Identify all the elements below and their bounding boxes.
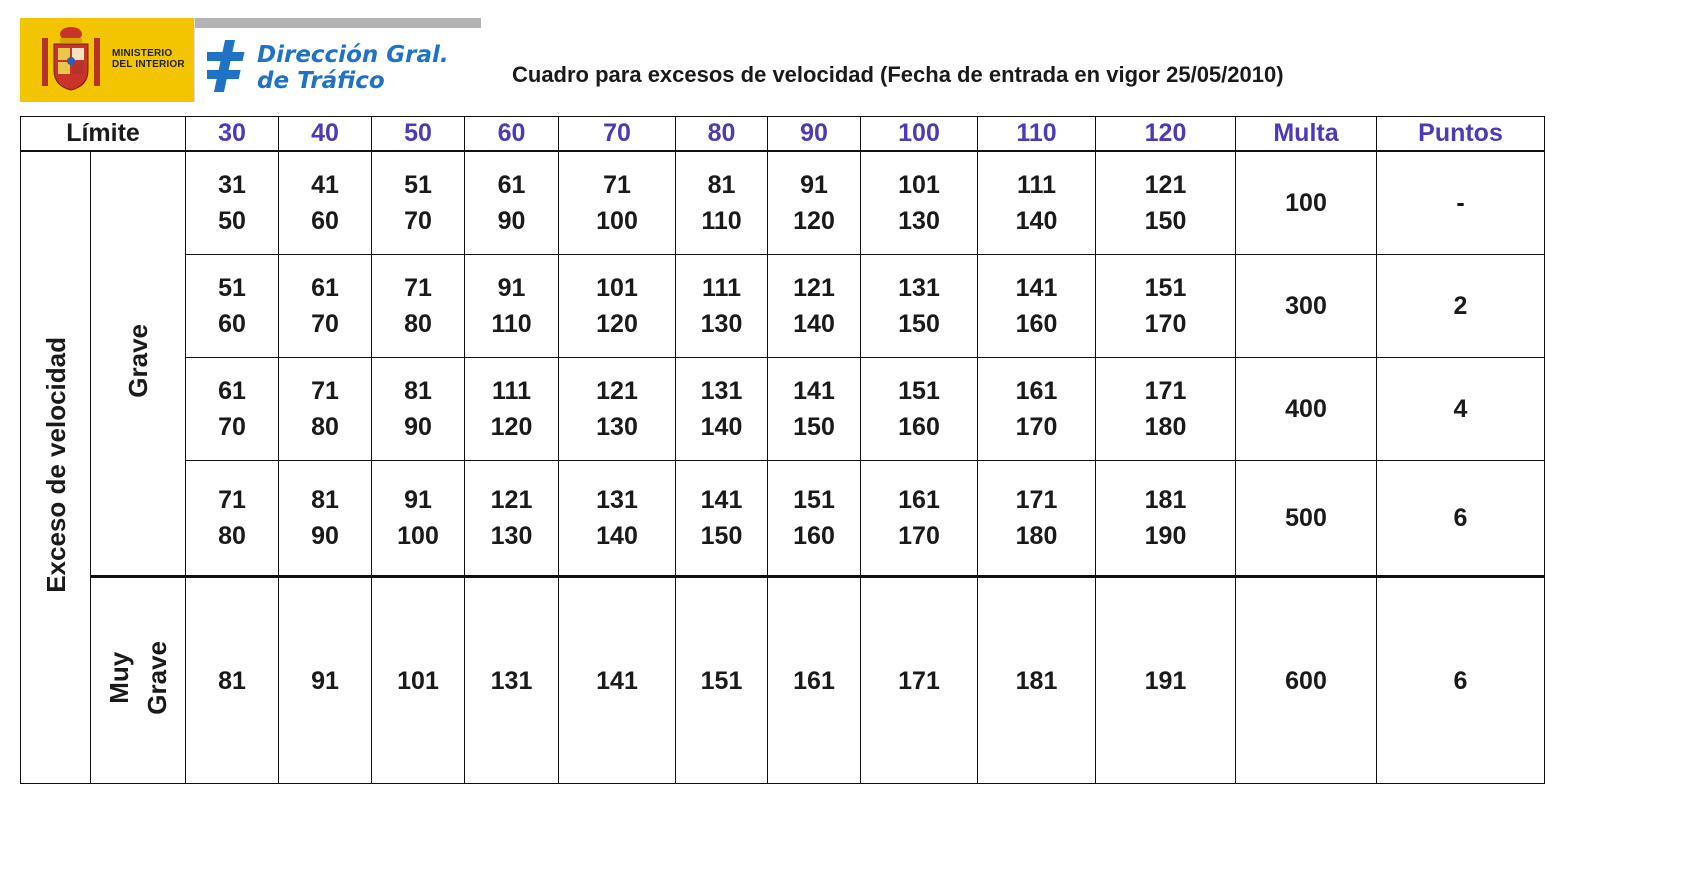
range-from: 61 <box>218 377 246 405</box>
limit-label: Límite <box>21 117 186 152</box>
range-cell <box>279 358 372 461</box>
range-cell <box>465 151 559 255</box>
muy-grave-label <box>100 641 176 715</box>
puntos-cell: 2 <box>1377 255 1545 358</box>
range-cell <box>978 151 1096 255</box>
range-from: 61 <box>311 274 339 302</box>
range-cell <box>978 461 1096 577</box>
muy-grave-line2: Grave <box>142 641 172 715</box>
threshold-cell: 91 <box>279 577 372 784</box>
range-from: 41 <box>311 171 339 199</box>
range-from: 81 <box>311 486 339 514</box>
range-cell <box>676 461 768 577</box>
range-cell <box>768 358 861 461</box>
limit-header: 120 <box>1096 117 1236 152</box>
range-from: 161 <box>1015 377 1058 405</box>
ministerio-logo <box>20 18 194 102</box>
range-to: 110 <box>491 310 532 338</box>
range-from: 91 <box>800 171 828 199</box>
range-to: 100 <box>596 207 638 235</box>
range-cell <box>559 255 676 358</box>
range-cell <box>861 461 978 577</box>
range-cell <box>978 358 1096 461</box>
threshold-cell: 81 <box>186 577 279 784</box>
range-cell <box>186 358 279 461</box>
puntos-cell: 6 <box>1377 461 1545 577</box>
range-to: 150 <box>1144 207 1187 235</box>
threshold-cell: 141 <box>559 577 676 784</box>
limit-header: 60 <box>465 117 559 152</box>
threshold-cell: 101 <box>372 577 465 784</box>
range-to: 50 <box>218 207 246 235</box>
range-from: 141 <box>793 377 835 405</box>
threshold-cell: 151 <box>676 577 768 784</box>
threshold-cell: 161 <box>768 577 861 784</box>
range-cell <box>559 461 676 577</box>
speed-fines-table <box>20 116 1545 784</box>
range-to: 130 <box>700 310 743 338</box>
range-from: 151 <box>898 377 940 405</box>
page-title: Cuadro para excesos de velocidad (Fecha de entrada en vigor 25/05/2010) <box>512 62 1284 87</box>
grave-label: Grave <box>123 324 153 398</box>
range-from: 121 <box>793 274 835 302</box>
range-to: 170 <box>1144 310 1187 338</box>
puntos-cell: 6 <box>1377 577 1545 784</box>
range-cell <box>676 151 768 255</box>
dgt-line1: Dirección Gral. <box>257 42 449 68</box>
range-to: 130 <box>898 207 940 235</box>
dgt-text <box>257 42 449 94</box>
dgt-logo <box>194 18 480 102</box>
range-cell <box>676 255 768 358</box>
coat-of-arms-icon <box>36 24 106 96</box>
range-from: 121 <box>596 377 638 405</box>
puntos-cell: - <box>1377 151 1545 255</box>
multa-cell: 300 <box>1236 255 1377 358</box>
multa-cell: 100 <box>1236 151 1377 255</box>
range-from: 151 <box>793 486 835 514</box>
range-cell <box>186 151 279 255</box>
grave-label-cell <box>91 151 186 577</box>
range-to: 60 <box>218 310 246 338</box>
range-from: 101 <box>898 171 940 199</box>
range-from: 131 <box>596 486 638 514</box>
limit-header: 30 <box>186 117 279 152</box>
multa-cell: 500 <box>1236 461 1377 577</box>
range-cell <box>768 255 861 358</box>
range-to: 150 <box>793 413 835 441</box>
range-from: 101 <box>596 274 638 302</box>
range-cell <box>768 151 861 255</box>
range-from: 61 <box>497 171 526 199</box>
limit-header: 70 <box>559 117 676 152</box>
range-cell <box>861 358 978 461</box>
range-to: 70 <box>311 310 339 338</box>
range-cell <box>465 358 559 461</box>
limit-header: 110 <box>978 117 1096 152</box>
range-from: 71 <box>311 377 339 405</box>
limit-header: 40 <box>279 117 372 152</box>
range-to: 190 <box>1144 522 1187 550</box>
range-to: 110 <box>701 207 742 235</box>
dgt-line2: de Tráfico <box>257 68 385 94</box>
range-cell <box>559 151 676 255</box>
range-to: 120 <box>490 413 533 441</box>
range-to: 160 <box>793 522 835 550</box>
range-from: 171 <box>1015 486 1058 514</box>
range-cell <box>1096 255 1236 358</box>
range-to: 140 <box>1015 207 1058 235</box>
grave-row <box>21 255 1545 358</box>
range-from: 31 <box>218 171 246 199</box>
limit-header: 80 <box>676 117 768 152</box>
range-cell <box>559 358 676 461</box>
threshold-cell: 181 <box>978 577 1096 784</box>
range-to: 100 <box>397 522 439 550</box>
range-from: 111 <box>702 274 741 302</box>
range-to: 170 <box>1015 413 1058 441</box>
range-cell <box>186 461 279 577</box>
range-cell <box>279 151 372 255</box>
multa-header: Multa <box>1236 117 1377 152</box>
puntos-cell: 4 <box>1377 358 1545 461</box>
range-from: 71 <box>603 171 631 199</box>
range-to: 60 <box>311 207 339 235</box>
range-from: 91 <box>497 274 526 302</box>
range-from: 111 <box>492 377 531 405</box>
range-cell <box>676 358 768 461</box>
grave-row <box>21 461 1545 577</box>
header-row <box>21 117 1545 152</box>
range-from: 81 <box>707 171 736 199</box>
range-to: 80 <box>311 413 339 441</box>
range-from: 91 <box>404 486 432 514</box>
grave-row <box>21 358 1545 461</box>
range-cell <box>1096 151 1236 255</box>
range-cell <box>978 255 1096 358</box>
range-to: 120 <box>793 207 835 235</box>
range-cell <box>186 255 279 358</box>
threshold-cell: 191 <box>1096 577 1236 784</box>
puntos-header: Puntos <box>1377 117 1545 152</box>
range-from: 171 <box>1144 377 1187 405</box>
range-cell <box>768 461 861 577</box>
range-cell <box>465 461 559 577</box>
threshold-cell: 171 <box>861 577 978 784</box>
range-to: 70 <box>218 413 246 441</box>
range-to: 140 <box>793 310 835 338</box>
range-to: 70 <box>404 207 432 235</box>
dgt-mark-icon <box>207 40 249 92</box>
range-from: 131 <box>898 274 940 302</box>
range-to: 80 <box>404 310 432 338</box>
range-to: 140 <box>596 522 638 550</box>
range-cell <box>372 358 465 461</box>
limit-header: 50 <box>372 117 465 152</box>
range-from: 131 <box>700 377 743 405</box>
range-cell <box>465 255 559 358</box>
muy-grave-line1: Muy <box>104 652 134 704</box>
range-to: 180 <box>1144 413 1187 441</box>
range-to: 90 <box>311 522 339 550</box>
range-from: 51 <box>404 171 432 199</box>
range-from: 141 <box>700 486 743 514</box>
range-from: 141 <box>1015 274 1058 302</box>
range-to: 90 <box>497 207 526 235</box>
muy-grave-label-cell <box>91 577 186 784</box>
range-to: 80 <box>218 522 246 550</box>
range-to: 160 <box>898 413 940 441</box>
grave-row <box>21 151 1545 255</box>
range-to: 150 <box>898 310 940 338</box>
muy-grave-row <box>21 577 1545 784</box>
exceso-label: Exceso de velocidad <box>40 337 71 593</box>
range-cell <box>372 255 465 358</box>
range-cell <box>372 461 465 577</box>
range-cell <box>861 151 978 255</box>
range-from: 181 <box>1144 486 1187 514</box>
range-to: 150 <box>700 522 743 550</box>
range-cell <box>372 151 465 255</box>
range-to: 130 <box>490 522 533 550</box>
range-cell <box>279 255 372 358</box>
range-from: 151 <box>1144 274 1187 302</box>
range-from: 71 <box>218 486 246 514</box>
range-to: 140 <box>700 413 743 441</box>
range-to: 160 <box>1015 310 1058 338</box>
exceso-label-cell <box>21 151 91 784</box>
range-cell <box>1096 461 1236 577</box>
range-from: 121 <box>490 486 533 514</box>
range-from: 51 <box>218 274 246 302</box>
multa-cell: 600 <box>1236 577 1377 784</box>
range-from: 71 <box>404 274 432 302</box>
range-to: 120 <box>596 310 638 338</box>
ministerio-text: MINISTERIO DEL INTERIOR <box>112 48 185 70</box>
range-from: 161 <box>898 486 940 514</box>
range-to: 130 <box>596 413 638 441</box>
limit-header: 100 <box>861 117 978 152</box>
range-cell <box>861 255 978 358</box>
range-to: 90 <box>404 413 432 441</box>
range-cell <box>1096 358 1236 461</box>
range-to: 180 <box>1015 522 1058 550</box>
limit-header: 90 <box>768 117 861 152</box>
range-from: 111 <box>1017 171 1056 199</box>
range-from: 121 <box>1144 171 1187 199</box>
range-from: 81 <box>404 377 432 405</box>
threshold-cell: 131 <box>465 577 559 784</box>
multa-cell: 400 <box>1236 358 1377 461</box>
range-cell <box>279 461 372 577</box>
range-to: 170 <box>898 522 940 550</box>
dgt-logo-topbar <box>195 18 481 28</box>
